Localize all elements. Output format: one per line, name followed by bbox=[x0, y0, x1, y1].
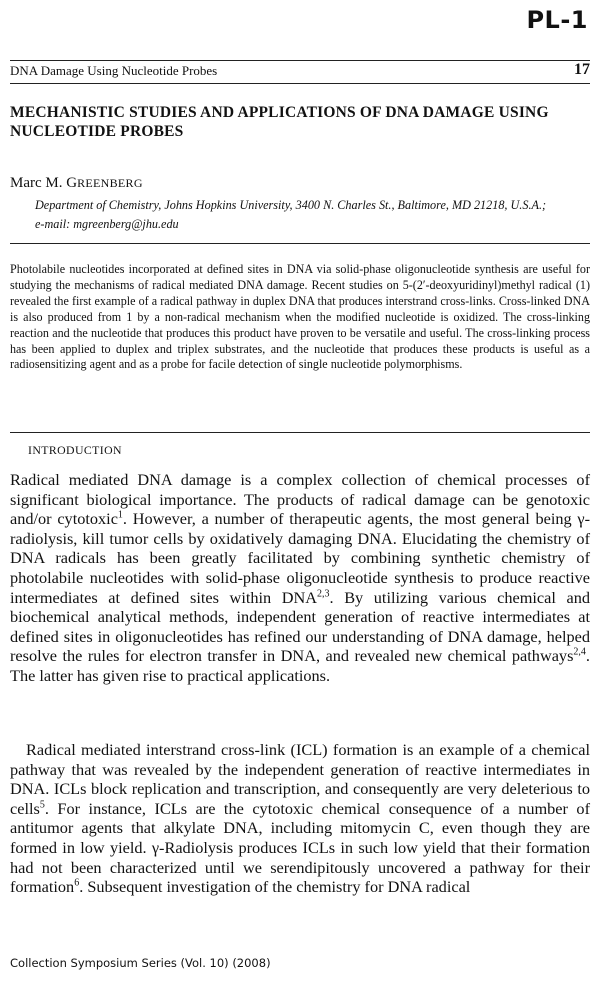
body-paragraph bbox=[10, 740, 590, 897]
author-name bbox=[10, 175, 143, 192]
corner-label: PL-1 bbox=[526, 6, 588, 34]
citation-ref: 1 bbox=[117, 509, 123, 521]
section-divider bbox=[10, 432, 590, 433]
citation-ref: 2,3 bbox=[317, 588, 330, 600]
section-heading: INTRODUCTION bbox=[28, 443, 122, 457]
author-last-initial: G bbox=[66, 175, 78, 191]
paragraph-text: . By utilizing various chemical and biochemical analytical methods, independent generation of reactive intermediates at defined sites in oligonucleotides has refined our understanding of DNA damage, helped resolve the rules for electron transfer in DNA, and revealed new chemical pathways bbox=[10, 587, 590, 666]
author-last-rest: REENBERG bbox=[77, 176, 143, 190]
body-paragraph bbox=[10, 470, 590, 686]
abstract-divider bbox=[10, 243, 590, 244]
citation-ref: 2,4 bbox=[573, 646, 586, 658]
paragraph-text: . The latter has given rise to practical applications. bbox=[10, 646, 590, 685]
abstract: Photolabile nucleotides incorporated at defined sites in DNA via solid-phase oligonucleotide synthesis are useful for studying the mechanisms of radical mediated DNA damage. Recent studies on 5-(2′-deoxyuridinyl)methyl radical (1) revealed the first example of a radical pathway in duplex DNA that produces interstrand cross-links. Cross-linked DNA is also produced from 1 by a non-radical mechanism when the modified nucleotide is oxidized. The cross-linking reaction and the nucleotide that produces this product have proven to be versatile and useful. The cross-linking process has been applied to duplex and triplex substrates, and the nucleotide that produces these products is useful as a radiosensitizing agent and as a probe for facile detection of single nucleotide polymorphisms. bbox=[10, 262, 590, 372]
page-number: 17 bbox=[574, 61, 590, 78]
paragraph-text: Radical mediated DNA damage is a complex collection of chemical processes of significant biological importance. The products of radical damage can be genotoxic and/or cytotoxic bbox=[10, 470, 590, 529]
citation-ref: 5 bbox=[39, 799, 45, 811]
author-first-name: Marc M. bbox=[10, 175, 67, 191]
footer-series: Collection Symposium Series (Vol. 10) (2008) bbox=[10, 956, 271, 970]
running-header bbox=[10, 60, 590, 84]
paragraph-text: . For instance, ICLs are the cytotoxic chemical consequence of a number of antitumor agents that alkylate DNA, including mitomycin C, even though they are formed in low yield. γ-Radiolysis produces ICLs in such low yield that their formation had not been characterized until we serendipitously uncovered a pathway for their formation bbox=[10, 798, 590, 897]
paragraph-text: Radical mediated interstrand cross-link (ICL) formation is an example of a chemical pathway that was revealed by the independent generation of reactive intermediates in DNA. ICLs block replication and transcription, and consequently are very deleterious to cells bbox=[10, 740, 590, 818]
article-title: MECHANISTIC STUDIES AND APPLICATIONS OF DNA DAMAGE USING NUCLEOTIDE PROBES bbox=[10, 104, 549, 140]
paragraph-text: . Subsequent investigation of the chemistry for DNA radical bbox=[79, 877, 471, 897]
running-title: DNA Damage Using Nucleotide Probes bbox=[10, 63, 218, 78]
author-affiliation: Department of Chemistry, Johns Hopkins University, 3400 N. Charles St., Baltimore, MD 21218, U.S.A.; e-mail: mgreenberg@jhu.edu bbox=[35, 198, 547, 231]
paragraph-text: . However, a number of therapeutic agents, the most general being γ-radiolysis, kill tumor cells by oxidatively damaging DNA. Elucidating the chemistry of DNA radicals has been greatly facilitated by combining synthetic chemistry of photolabile nucleotides with solid-phase oligonucleotide synthesis to produce reactive intermediates at defined sites within DNA bbox=[10, 509, 590, 607]
citation-ref: 6 bbox=[74, 877, 80, 889]
